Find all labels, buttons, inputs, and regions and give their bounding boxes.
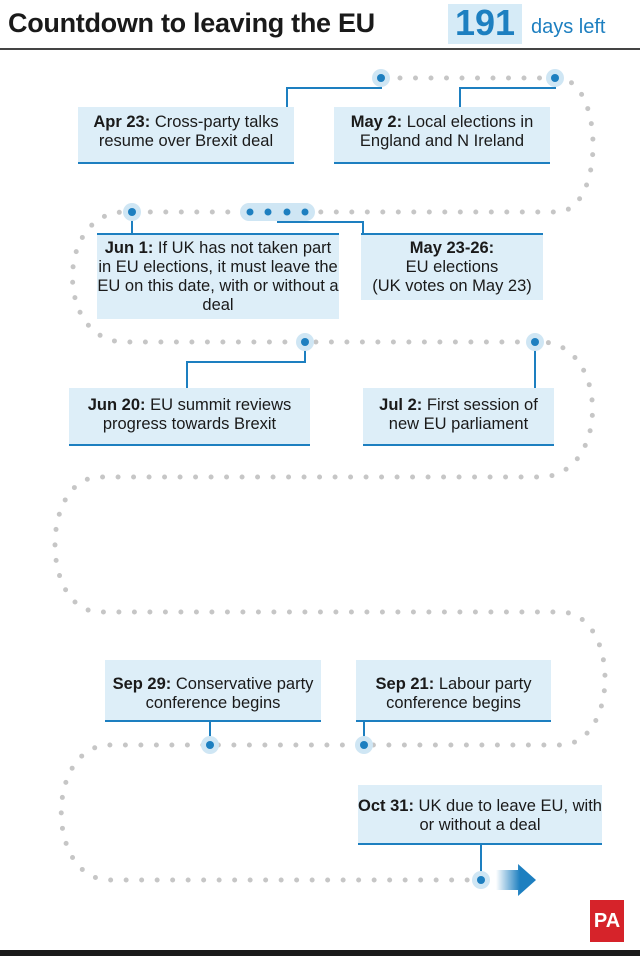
event-sep21 [356, 660, 551, 722]
marker-oct31 [472, 871, 490, 889]
marker-sep29 [201, 736, 219, 754]
event-date: Apr 23: [93, 113, 151, 131]
markers [123, 69, 564, 889]
marker-jun1 [123, 203, 141, 221]
event-apr23 [78, 107, 294, 164]
event-jun1 [97, 233, 339, 319]
event-date: Jul 2: [379, 396, 423, 414]
event-text: Cross-party talks resume over Brexit deal [98, 113, 279, 150]
footer-rule [0, 950, 640, 956]
event-date: Jun 1: [104, 239, 154, 257]
event-text: Local elections in England and N Ireland [359, 113, 534, 150]
days-counter: 191 [454, 2, 516, 43]
marker-may23-26 [240, 203, 315, 221]
connector-may2 [460, 78, 555, 107]
timeline-dotted-path [55, 78, 605, 880]
event-text-secondary: (UK votes on May 23) [372, 277, 532, 295]
event-date: Sep 21: [375, 675, 435, 693]
event-text: Conservative party conference begins [145, 675, 314, 712]
marker-jun20 [296, 333, 314, 351]
connector-apr23 [287, 78, 381, 107]
marker-jul2 [526, 333, 544, 351]
event-text: First session of new EU parliament [388, 396, 538, 433]
event-jul2 [363, 388, 554, 446]
event-oct31 [358, 785, 602, 845]
event-date: May 2: [350, 113, 403, 131]
event-date: Jun 20: [87, 396, 146, 414]
event-date: Sep 29: [112, 675, 172, 693]
event-may2 [334, 107, 550, 164]
event-date: Oct 31: [358, 797, 414, 815]
end-arrow-icon [496, 864, 536, 896]
marker-may2 [546, 69, 564, 87]
event-date: May 23-26: [409, 239, 495, 257]
event-text: If UK has not taken part in EU elections, it must leave the EU on this date, with or without a deal [97, 239, 339, 314]
event-jun20 [69, 388, 310, 446]
marker-apr23 [372, 69, 390, 87]
event-text: Labour party conference begins [386, 675, 532, 712]
event-may23-26 [361, 233, 543, 300]
marker-sep21 [355, 736, 373, 754]
days-label: days left [531, 16, 606, 38]
event-text: EU summit reviews progress towards Brexit [102, 396, 292, 433]
event-text: EU elections [405, 258, 499, 276]
event-text: UK due to leave EU, with or without a deal [418, 797, 602, 834]
pa-logo: PA [590, 900, 624, 942]
connector-jun20 [187, 342, 305, 388]
event-sep29 [105, 660, 321, 722]
page-title: Countdown to leaving the EU [8, 8, 375, 38]
